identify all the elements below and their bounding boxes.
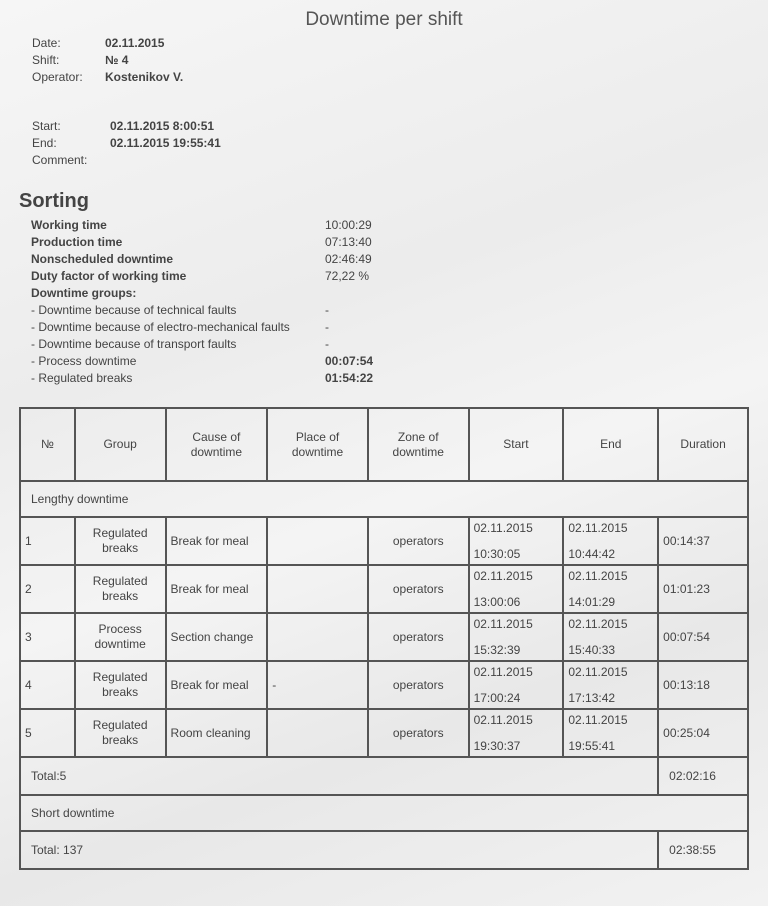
cell-group: Regulated breaks: [75, 709, 166, 757]
stat-value: -: [325, 320, 329, 334]
col-end: End: [563, 408, 658, 481]
cell-place: [267, 517, 368, 565]
start-time: 17:00:24: [473, 691, 521, 705]
end-date: 02.11.2015: [568, 617, 628, 631]
stat-value: 72,22 %: [325, 269, 370, 283]
cell-group: Regulated breaks: [75, 565, 166, 613]
end-date: 02.11.2015: [568, 665, 628, 679]
stat-label: - Regulated breaks: [31, 371, 133, 385]
end-value: 02.11.2015 19:55:41: [110, 136, 221, 150]
table-row: [20, 709, 748, 757]
cell-zone: operators: [368, 565, 469, 613]
cell-start: [469, 517, 564, 565]
cell-group: Regulated breaks: [75, 661, 166, 709]
stat-label: Duty factor of working time: [31, 269, 187, 283]
total-row-lengthy: [20, 757, 748, 795]
col-group: Group: [75, 408, 166, 481]
col-start: Start: [469, 408, 564, 481]
cell-place: -: [267, 661, 368, 709]
cell-number: 2: [20, 565, 75, 613]
operator-label: Operator:: [32, 70, 83, 84]
cell-place: [267, 709, 368, 757]
end-label: End:: [32, 136, 57, 150]
group-row-short: [20, 795, 748, 831]
group-row-lengthy: [20, 481, 748, 517]
cell-start: [469, 613, 564, 661]
start-date: 02.11.2015: [473, 713, 533, 727]
cell-number: 3: [20, 613, 75, 661]
table-header-row: [20, 408, 748, 481]
cell-zone: operators: [368, 517, 469, 565]
cell-end: [563, 613, 658, 661]
cell-zone: operators: [368, 709, 469, 757]
stat-value: 02:46:49: [325, 252, 372, 266]
cell-start: [469, 565, 564, 613]
cell-zone: operators: [368, 613, 469, 661]
shift-value: № 4: [105, 53, 129, 67]
start-label: Start:: [32, 119, 61, 133]
cell-end: [563, 517, 658, 565]
stat-value: 10:00:29: [325, 218, 372, 232]
cell-cause: Break for meal: [166, 565, 268, 613]
total-value: 02:38:55: [658, 831, 748, 869]
stat-value: 00:07:54: [325, 354, 374, 368]
table-row: [20, 517, 748, 565]
total-label: Total:5: [20, 757, 658, 795]
end-time: 17:13:42: [568, 691, 616, 705]
section-title: Sorting: [19, 190, 89, 212]
period-info: [32, 118, 332, 169]
group-label: Lengthy downtime: [20, 481, 748, 517]
group-label: Short downtime: [20, 795, 748, 831]
cell-zone: operators: [368, 661, 469, 709]
stat-label: - Downtime because of technical faults: [31, 303, 237, 317]
cell-cause: Break for meal: [166, 661, 268, 709]
stat-label: Working time: [31, 218, 107, 232]
stat-value: -: [325, 303, 329, 317]
table-row: [20, 661, 748, 709]
comment-label: Comment:: [32, 153, 88, 167]
start-time: 19:30:37: [473, 739, 521, 753]
col-cause: Cause of downtime: [166, 408, 268, 481]
start-time: 13:00:06: [473, 595, 521, 609]
cell-place: [267, 565, 368, 613]
total-value: 02:02:16: [658, 757, 748, 795]
cell-group: Process downtime: [75, 613, 166, 661]
stat-value: -: [325, 337, 329, 351]
date-label: Date:: [32, 36, 61, 50]
start-date: 02.11.2015: [473, 617, 533, 631]
end-date: 02.11.2015: [568, 521, 628, 535]
table-row: [20, 613, 748, 661]
end-time: 15:40:33: [568, 643, 616, 657]
date-value: 02.11.2015: [105, 36, 165, 50]
cell-end: [563, 661, 658, 709]
cell-cause: Room cleaning: [166, 709, 268, 757]
stat-label: Nonscheduled downtime: [31, 252, 174, 266]
cell-duration: 00:14:37: [658, 517, 748, 565]
downtime-table: [19, 407, 749, 870]
start-date: 02.11.2015: [473, 569, 533, 583]
col-zone: Zone of downtime: [368, 408, 469, 481]
cell-cause: Section change: [166, 613, 268, 661]
end-date: 02.11.2015: [568, 569, 628, 583]
page-title: Downtime per shift: [305, 9, 463, 30]
stat-value: 07:13:40: [325, 235, 372, 249]
stat-value: 01:54:22: [325, 371, 374, 385]
cell-number: 1: [20, 517, 75, 565]
start-value: 02.11.2015 8:00:51: [110, 119, 215, 133]
end-time: 10:44:42: [568, 547, 616, 561]
cell-group: Regulated breaks: [75, 517, 166, 565]
stat-label: - Downtime because of transport faults: [31, 337, 237, 351]
end-time: 14:01:29: [568, 595, 616, 609]
total-row-short: [20, 831, 748, 869]
cell-cause: Break for meal: [166, 517, 268, 565]
cell-number: 5: [20, 709, 75, 757]
shift-info: [32, 35, 332, 86]
cell-start: [469, 661, 564, 709]
cell-place: [267, 613, 368, 661]
stat-label: Downtime groups:: [31, 286, 137, 300]
cell-duration: 00:25:04: [658, 709, 748, 757]
start-date: 02.11.2015: [473, 521, 533, 535]
table-row: [20, 565, 748, 613]
stat-label: Production time: [31, 235, 123, 249]
cell-duration: 00:13:18: [658, 661, 748, 709]
cell-duration: 01:01:23: [658, 565, 748, 613]
cell-duration: 00:07:54: [658, 613, 748, 661]
cell-start: [469, 709, 564, 757]
start-date: 02.11.2015: [473, 665, 533, 679]
operator-value: Kostenikov V.: [105, 70, 184, 84]
start-time: 15:32:39: [473, 643, 521, 657]
stat-label: - Process downtime: [31, 354, 137, 368]
col-duration: Duration: [658, 408, 748, 481]
stat-label: - Downtime because of electro-mechanical faults: [31, 320, 290, 334]
end-time: 19:55:41: [568, 739, 616, 753]
cell-end: [563, 565, 658, 613]
shift-label: Shift:: [32, 53, 60, 67]
cell-number: 4: [20, 661, 75, 709]
end-date: 02.11.2015: [568, 713, 628, 727]
col-place: Place of downtime: [267, 408, 368, 481]
col-number: №: [20, 408, 75, 481]
total-label: Total: 137: [20, 831, 658, 869]
cell-end: [563, 709, 658, 757]
start-time: 10:30:05: [473, 547, 521, 561]
